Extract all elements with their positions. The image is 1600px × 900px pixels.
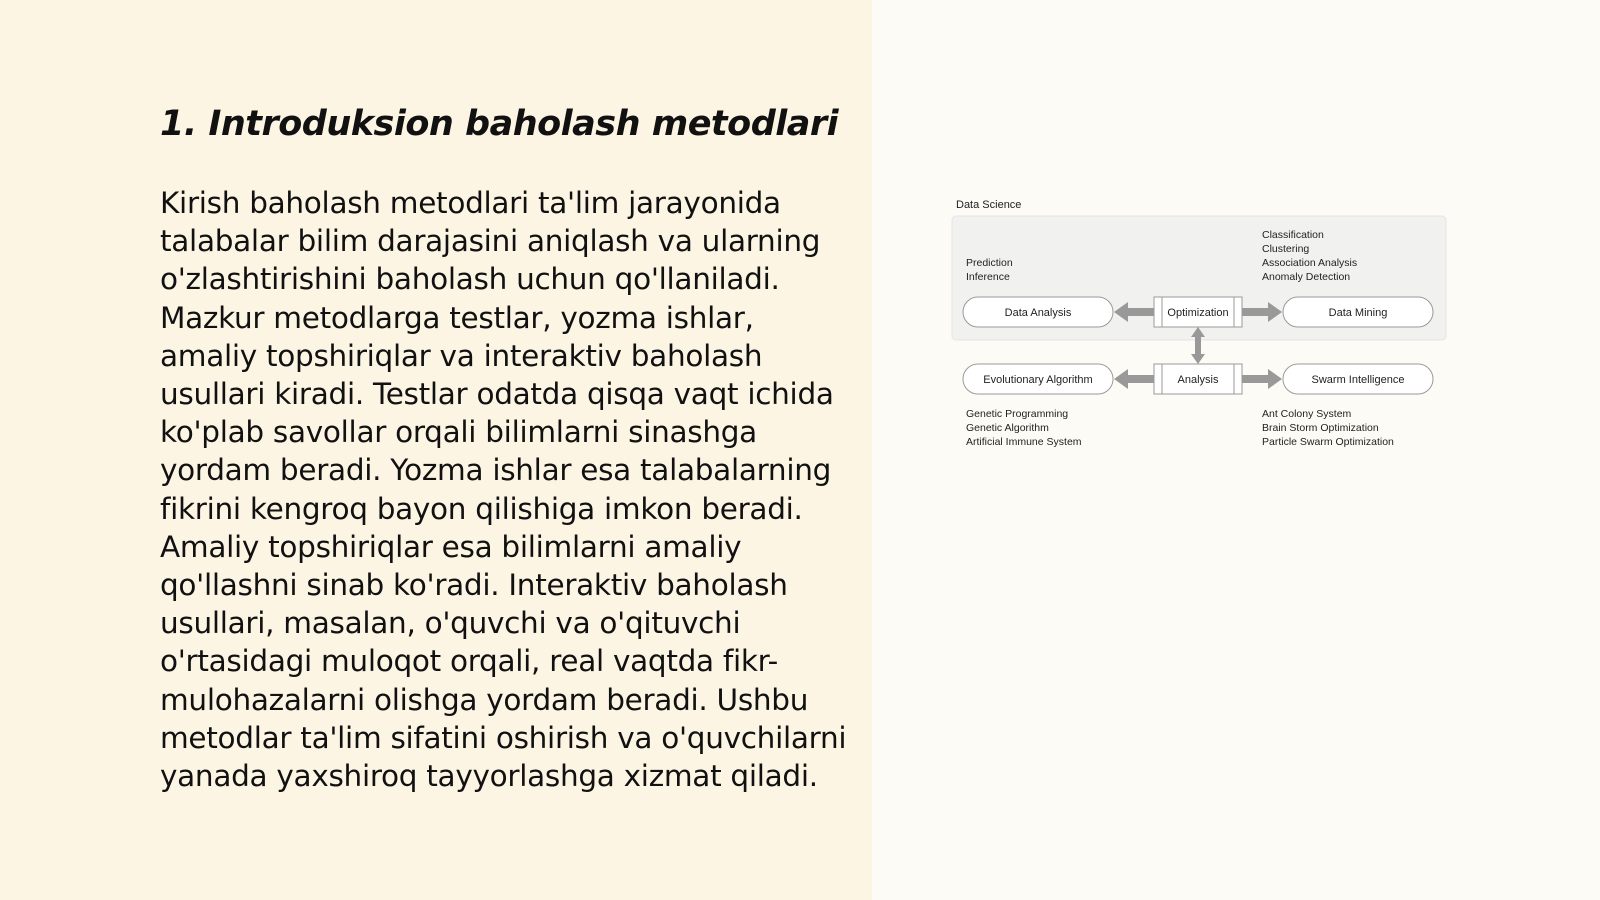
swarm-intelligence-label: Swarm Intelligence: [1311, 374, 1405, 386]
list-item: Brain Storm Optimization: [1262, 422, 1379, 434]
data-analysis-label: Data Analysis: [1004, 307, 1072, 319]
list-item: Association Analysis: [1262, 257, 1358, 269]
slide-title: 1. Introduksion baholash metodlari: [160, 104, 839, 144]
list-item: Anomaly Detection: [1262, 271, 1351, 283]
evolutionary-algorithm-label: Evolutionary Algorithm: [983, 374, 1093, 386]
slide-body-text: Kirish baholash metodlari ta'lim jarayonida talabalar bilim darajasini aniqlash va ularning o'zlashtirishini baholash uchun qo'llaniladi. Mazkur metodlarga testlar, yozma ishlar, amaliy topshiriqlar va interaktiv baholash usullari kiradi. Testlar odatda qisqa vaqt ichida ko'plab savollar orqali bilimlarni sinashga yordam beradi. Yozma ishlar esa talabalarning fikrini kengroq bayon qilishiga imkon beradi. Amaliy topshiriqlar esa bilimlarni amaliy qo'llashni sinab ko'radi. Interaktiv baholash usullari, masalan, o'quvchi va o'qituvchi o'rtasidagi muloqot orqali, real vaqtda fikr-mulohazalarni olishga yordam beradi. Ushbu metodlar ta'lim sifatini oshirish va o'quvchilarni yanada yaxshiroq tayyorlashga xizmat qiladi.: [160, 186, 847, 794]
data-mining-label: Data Mining: [1328, 307, 1388, 319]
list-item: Particle Swarm Optimization: [1262, 436, 1394, 448]
arrow-right-icon: [1242, 369, 1282, 389]
region-label: Data Science: [956, 199, 1022, 211]
list-item: Classification: [1262, 229, 1324, 241]
list-item: Ant Colony System: [1262, 408, 1352, 420]
analysis-label: Analysis: [1177, 374, 1219, 386]
list-item: Genetic Algorithm: [966, 422, 1049, 434]
optimization-label: Optimization: [1167, 307, 1229, 319]
arrow-left-icon: [1114, 369, 1154, 389]
list-item: Clustering: [1262, 243, 1310, 255]
list-item: Prediction: [966, 257, 1013, 269]
data-science-diagram: [944, 196, 1456, 466]
list-item: Inference: [966, 271, 1010, 283]
list-item: Artificial Immune System: [966, 436, 1082, 448]
list-item: Genetic Programming: [966, 408, 1069, 420]
